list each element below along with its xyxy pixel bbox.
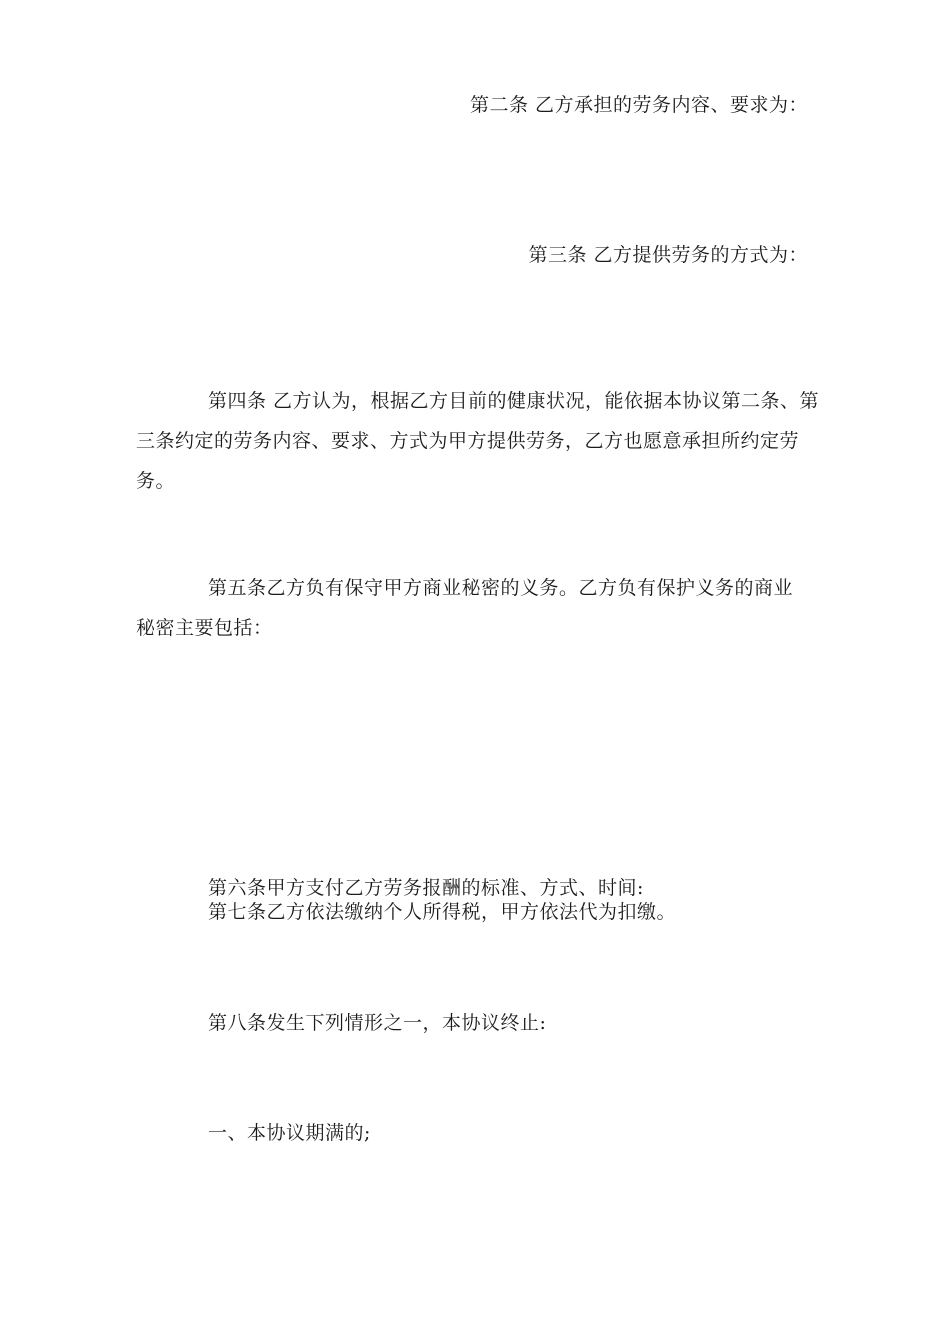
article-7-text: 第七条乙方依法缴纳个人所得税，甲方依法代为扣缴。 (208, 901, 677, 923)
article-5-line-1: 第五条乙方负有保守甲方商业秘密的义务。乙方负有保护义务的商业 (208, 577, 794, 599)
article-2-text: 第二条 乙方承担的劳务内容、要求为： (469, 94, 808, 116)
article-3-text: 第三条 乙方提供劳务的方式为： (528, 244, 808, 266)
article-5-line-2: 秘密主要包括： (136, 617, 273, 639)
article-6-text: 第六条甲方支付乙方劳务报酬的标准、方式、时间: (208, 877, 644, 899)
article-8-text: 第八条发生下列情形之一，本协议终止: (208, 1012, 547, 1034)
termination-item-1: 一、本协议期满的; (208, 1122, 371, 1144)
article-4-paragraph: 第四条 乙方认为，根据乙方目前的健康状况，能依据本协议第二条、第三条约定的劳务内容、要求、方式为甲方提供劳务，乙方也愿意承担所约定劳务。 (136, 390, 820, 492)
